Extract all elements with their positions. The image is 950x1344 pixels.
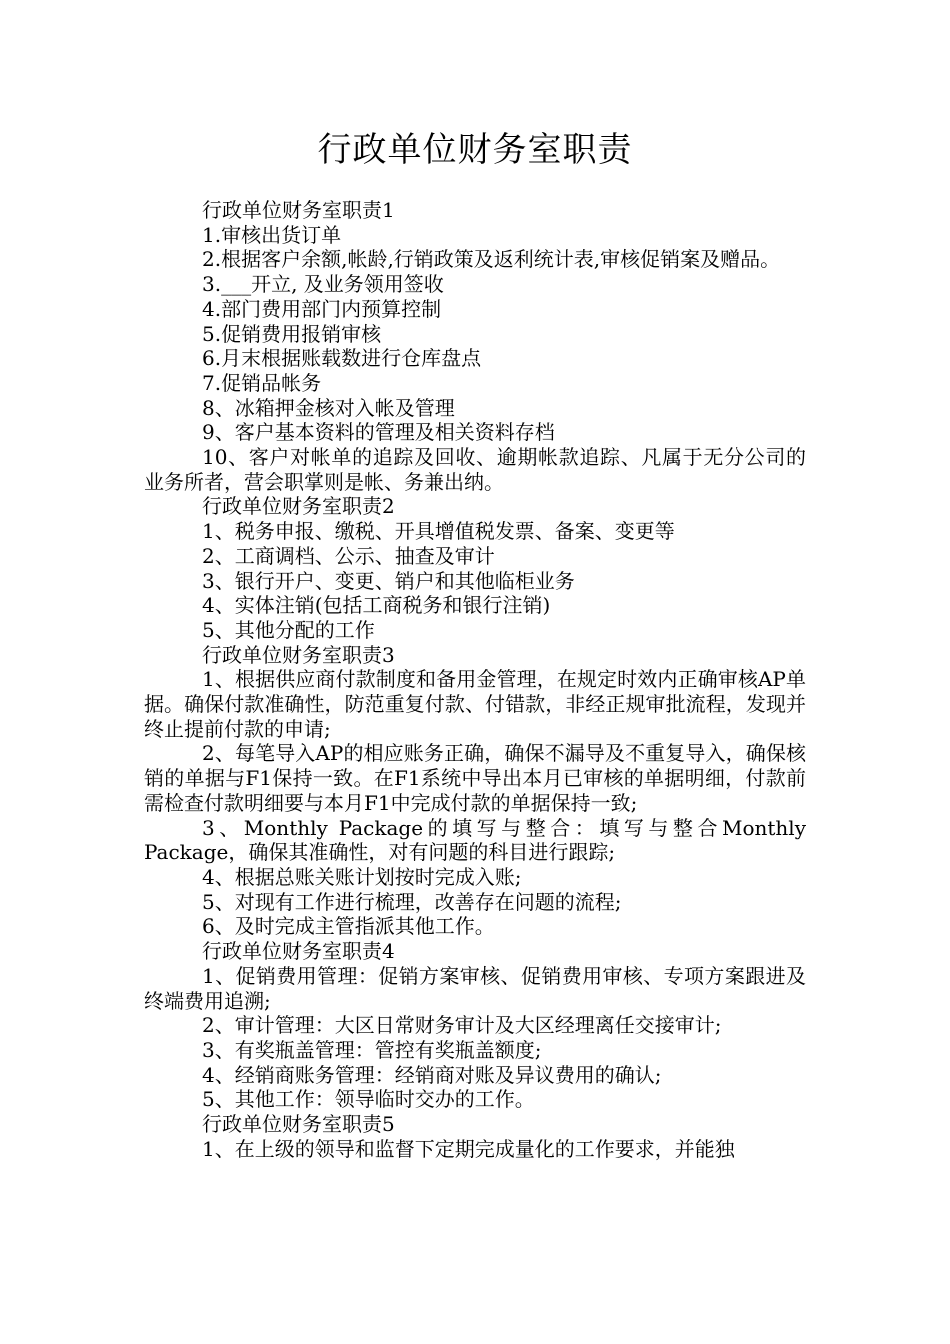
list-item: 1、税务申报、缴税、开具增值税发票、备案、变更等 [202, 519, 675, 544]
list-item: 5、对现有工作进行梳理，改善存在问题的流程; [202, 889, 622, 914]
list-item: 3、银行开户、变更、销户和其他临柜业务 [202, 568, 575, 593]
list-item: 1、根据供应商付款制度和备用金管理，在规定时效内正确审核AP单据。确保付款准确性，防范重复付款、付错款，非经正规审批流程，发现并终止提前付款的申请; [144, 667, 806, 741]
list-item: 4、实体注销(包括工商税务和银行注销) [202, 593, 551, 618]
list-item: 9、客户基本资料的管理及相关资料存档 [202, 420, 555, 445]
list-item: 4.部门费用部门内预算控制 [202, 296, 442, 321]
list-item: 3、有奖瓶盖管理：管控有奖瓶盖额度; [202, 1037, 542, 1062]
list-item: 2、每笔导入AP的相应账务正确，确保不漏导及不重复导入，确保核销的单据与F1保持一致。在F1系统中导出本月已审核的单据明细，付款前需检查付款明细要与本月F1中完成付款的单据保持一致; [144, 741, 806, 815]
section-heading: 行政单位财务室职责4 [202, 939, 395, 964]
list-item: 8、冰箱押金核对入帐及管理 [202, 395, 455, 420]
list-item: 5.促销费用报销审核 [202, 321, 382, 346]
list-item: 5、其他工作：领导临时交办的工作。 [202, 1087, 535, 1112]
list-item: 2、审计管理：大区日常财务审计及大区经理离任交接审计; [202, 1013, 722, 1038]
list-item: 7.促销品帐务 [202, 370, 322, 395]
list-item: 3.___开立, 及业务领用签收 [202, 272, 444, 297]
section-heading: 行政单位财务室职责3 [202, 642, 395, 667]
document-title: 行政单位财务室职责 [317, 130, 633, 170]
section-heading: 行政单位财务室职责2 [202, 494, 395, 519]
list-item: 6.月末根据账载数进行仓库盘点 [202, 346, 482, 371]
list-item: 5、其他分配的工作 [202, 617, 375, 642]
list-item: 4、经销商账务管理：经销商对账及异议费用的确认; [202, 1062, 662, 1087]
list-item: 3、Monthly Package的填写与整合：填写与整合Monthly Package，确保其准确性，对有问题的科目进行跟踪; [144, 815, 806, 865]
list-item: 2.根据客户余额,帐龄,行销政策及返利统计表,审核促销案及赠品。 [202, 247, 781, 272]
list-item: 1.审核出货订单 [202, 222, 342, 247]
list-item: 10、客户对帐单的追踪及回收、逾期帐款追踪、凡属于无分公司的业务所者，营会职掌则是帐、务兼出纳。 [144, 445, 806, 494]
list-item: 4、根据总账关账计划按时完成入账; [202, 864, 522, 889]
list-item: 1、在上级的领导和监督下定期完成量化的工作要求，并能独 [202, 1136, 735, 1161]
section-heading: 行政单位财务室职责1 [202, 198, 395, 222]
list-item: 1、促销费用管理：促销方案审核、促销费用审核、专项方案跟进及终端费用追溯; [144, 963, 806, 1013]
section-heading: 行政单位财务室职责5 [202, 1112, 395, 1137]
list-item: 2、工商调档、公示、抽查及审计 [202, 543, 495, 568]
document-body [144, 198, 806, 1161]
list-item: 6、及时完成主管指派其他工作。 [202, 914, 495, 939]
